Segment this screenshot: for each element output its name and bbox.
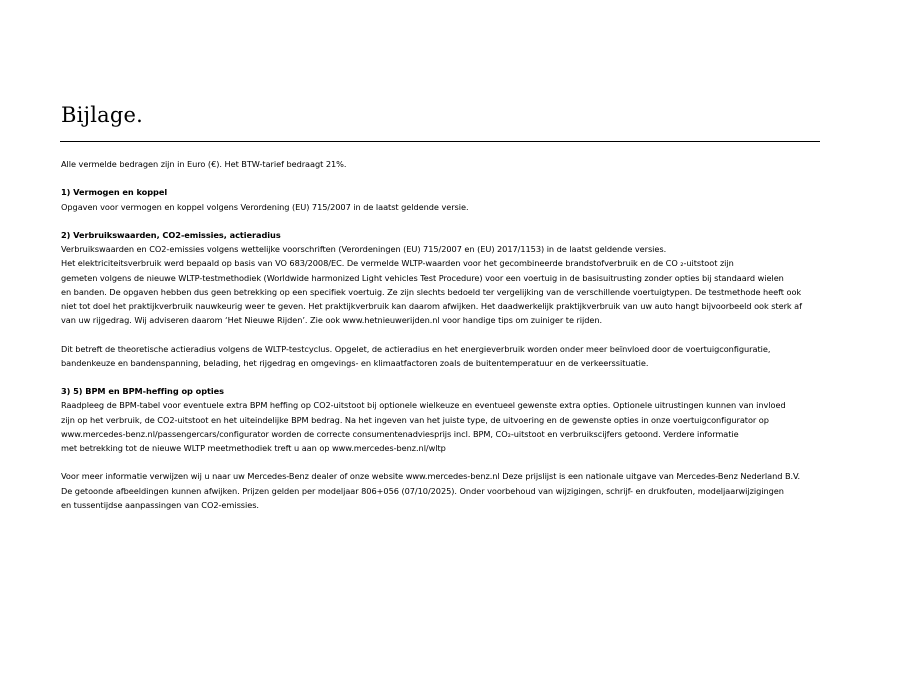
title-divider	[60, 141, 820, 142]
body-line: De getoonde afbeeldingen kunnen afwijken. Prijzen gelden per modeljaar 806+056 (07/10/2025). Onder voorbehoud van wijzigingen, schrijf- en drukfouten, modeljaarwijzigingen	[61, 485, 784, 496]
body-line: en banden. De opgaven hebben dus geen betrekking op een specifiek voertuig. Ze zijn slechts bedoeld ter vergelijking van de verschillende voertuigtypen. De testmethode heeft ook	[61, 286, 802, 297]
document-body	[61, 157, 821, 512]
body-line: bandenkeuze en bandenspanning, belading, het rijgedrag en omgevings- en klimaatfactoren zoals de buitentemperatuur en de verkeerssituatie.	[61, 357, 649, 368]
spacer	[61, 455, 821, 469]
body-line: van uw rijgedrag. Wij adviseren daarom ‘Het Nieuwe Rijden’. Zie ook www.hetnieuwerijden.nl voor handige tips om zuiniger te rijden.	[61, 315, 603, 326]
section-heading-vermogen: 1) Vermogen en koppel	[61, 187, 168, 198]
body-line: Het elektriciteitsverbruik werd bepaald op basis van VO 683/2008/EC. De vermelde WLTP-waarden voor het gecombineerde brandstofverbruik en de CO ₂-uitstoot zijn	[61, 258, 734, 269]
spacer	[61, 214, 821, 228]
body-line: www.mercedes-benz.nl/passengercars/configurator worden de correcte consumentenadviesprijs incl. BPM, CO₂-uitstoot en verbruikscijfers getoond. Verdere informatie	[61, 428, 739, 439]
body-line: met betrekking tot de nieuwe WLTP meetmethodiek treft u aan op www.mercedes-benz.nl/wltp	[61, 443, 446, 453]
body-line: gemeten volgens de nieuwe WLTP-testmethodiek (Worldwide harmonized Light vehicles Test Procedure) voor een voertuig in de basisuitrusting zonder opties bij standaard wielen	[61, 272, 784, 283]
page-title: Bijlage.	[61, 103, 144, 127]
body-line: zijn op het verbruik, de CO2-uitstoot en het uiteindelijke BPM bedrag. Na het ingeven van het juiste type, de uitvoering en de gewenste opties in onze voertuigconfigurator op	[61, 414, 769, 425]
spacer	[61, 327, 821, 341]
body-line: Opgaven voor vermogen en koppel volgens Verordening (EU) 715/2007 in de laatst geldende versie.	[61, 201, 469, 212]
body-line: niet tot doel het praktijkverbruik nauwkeurig weer te geven. Het praktijkverbruik kan daarom afwijken. Het daadwerkelijk praktijkverbruik van uw auto hangt bijvoorbeeld ook sterk af	[61, 301, 802, 311]
body-line: en tussentijdse aanpassingen van CO2-emissies.	[61, 499, 259, 510]
section-heading-verbruik: 2) Verbruikswaarden, CO2-emissies, actieradius	[61, 229, 281, 240]
body-line: Voor meer informatie verwijzen wij u naar uw Mercedes-Benz dealer of onze website www.mercedes-benz.nl Deze prijslijst is een nationale uitgave van Mercedes-Benz Nederland B.V.	[61, 471, 801, 482]
body-line: Raadpleeg de BPM-tabel voor eventuele extra BPM heffing op CO2-uitstoot bij optionele wielkeuze en eventueel gewenste extra opties. Optionele uitrustingen kunnen van invloed	[61, 400, 786, 411]
section-heading-bpm: 3) 5) BPM en BPM-heffing op opties	[61, 386, 224, 397]
spacer	[61, 370, 821, 384]
intro-text: Alle vermelde bedragen zijn in Euro (€). Het BTW-tarief bedraagt 21%.	[61, 159, 347, 169]
body-line: Dit betreft de theoretische actieradius volgens de WLTP-testcyclus. Opgelet, de actieradius en het energieverbruik worden onder meer beïnvloed door de voertuigconfiguratie,	[61, 343, 771, 354]
body-line: Verbruikswaarden en CO2-emissies volgens wettelijke voorschriften (Verordeningen (EU) 715/2007 en (EU) 2017/1153) in de laatst geldende versies.	[61, 244, 667, 255]
spacer	[61, 171, 821, 185]
